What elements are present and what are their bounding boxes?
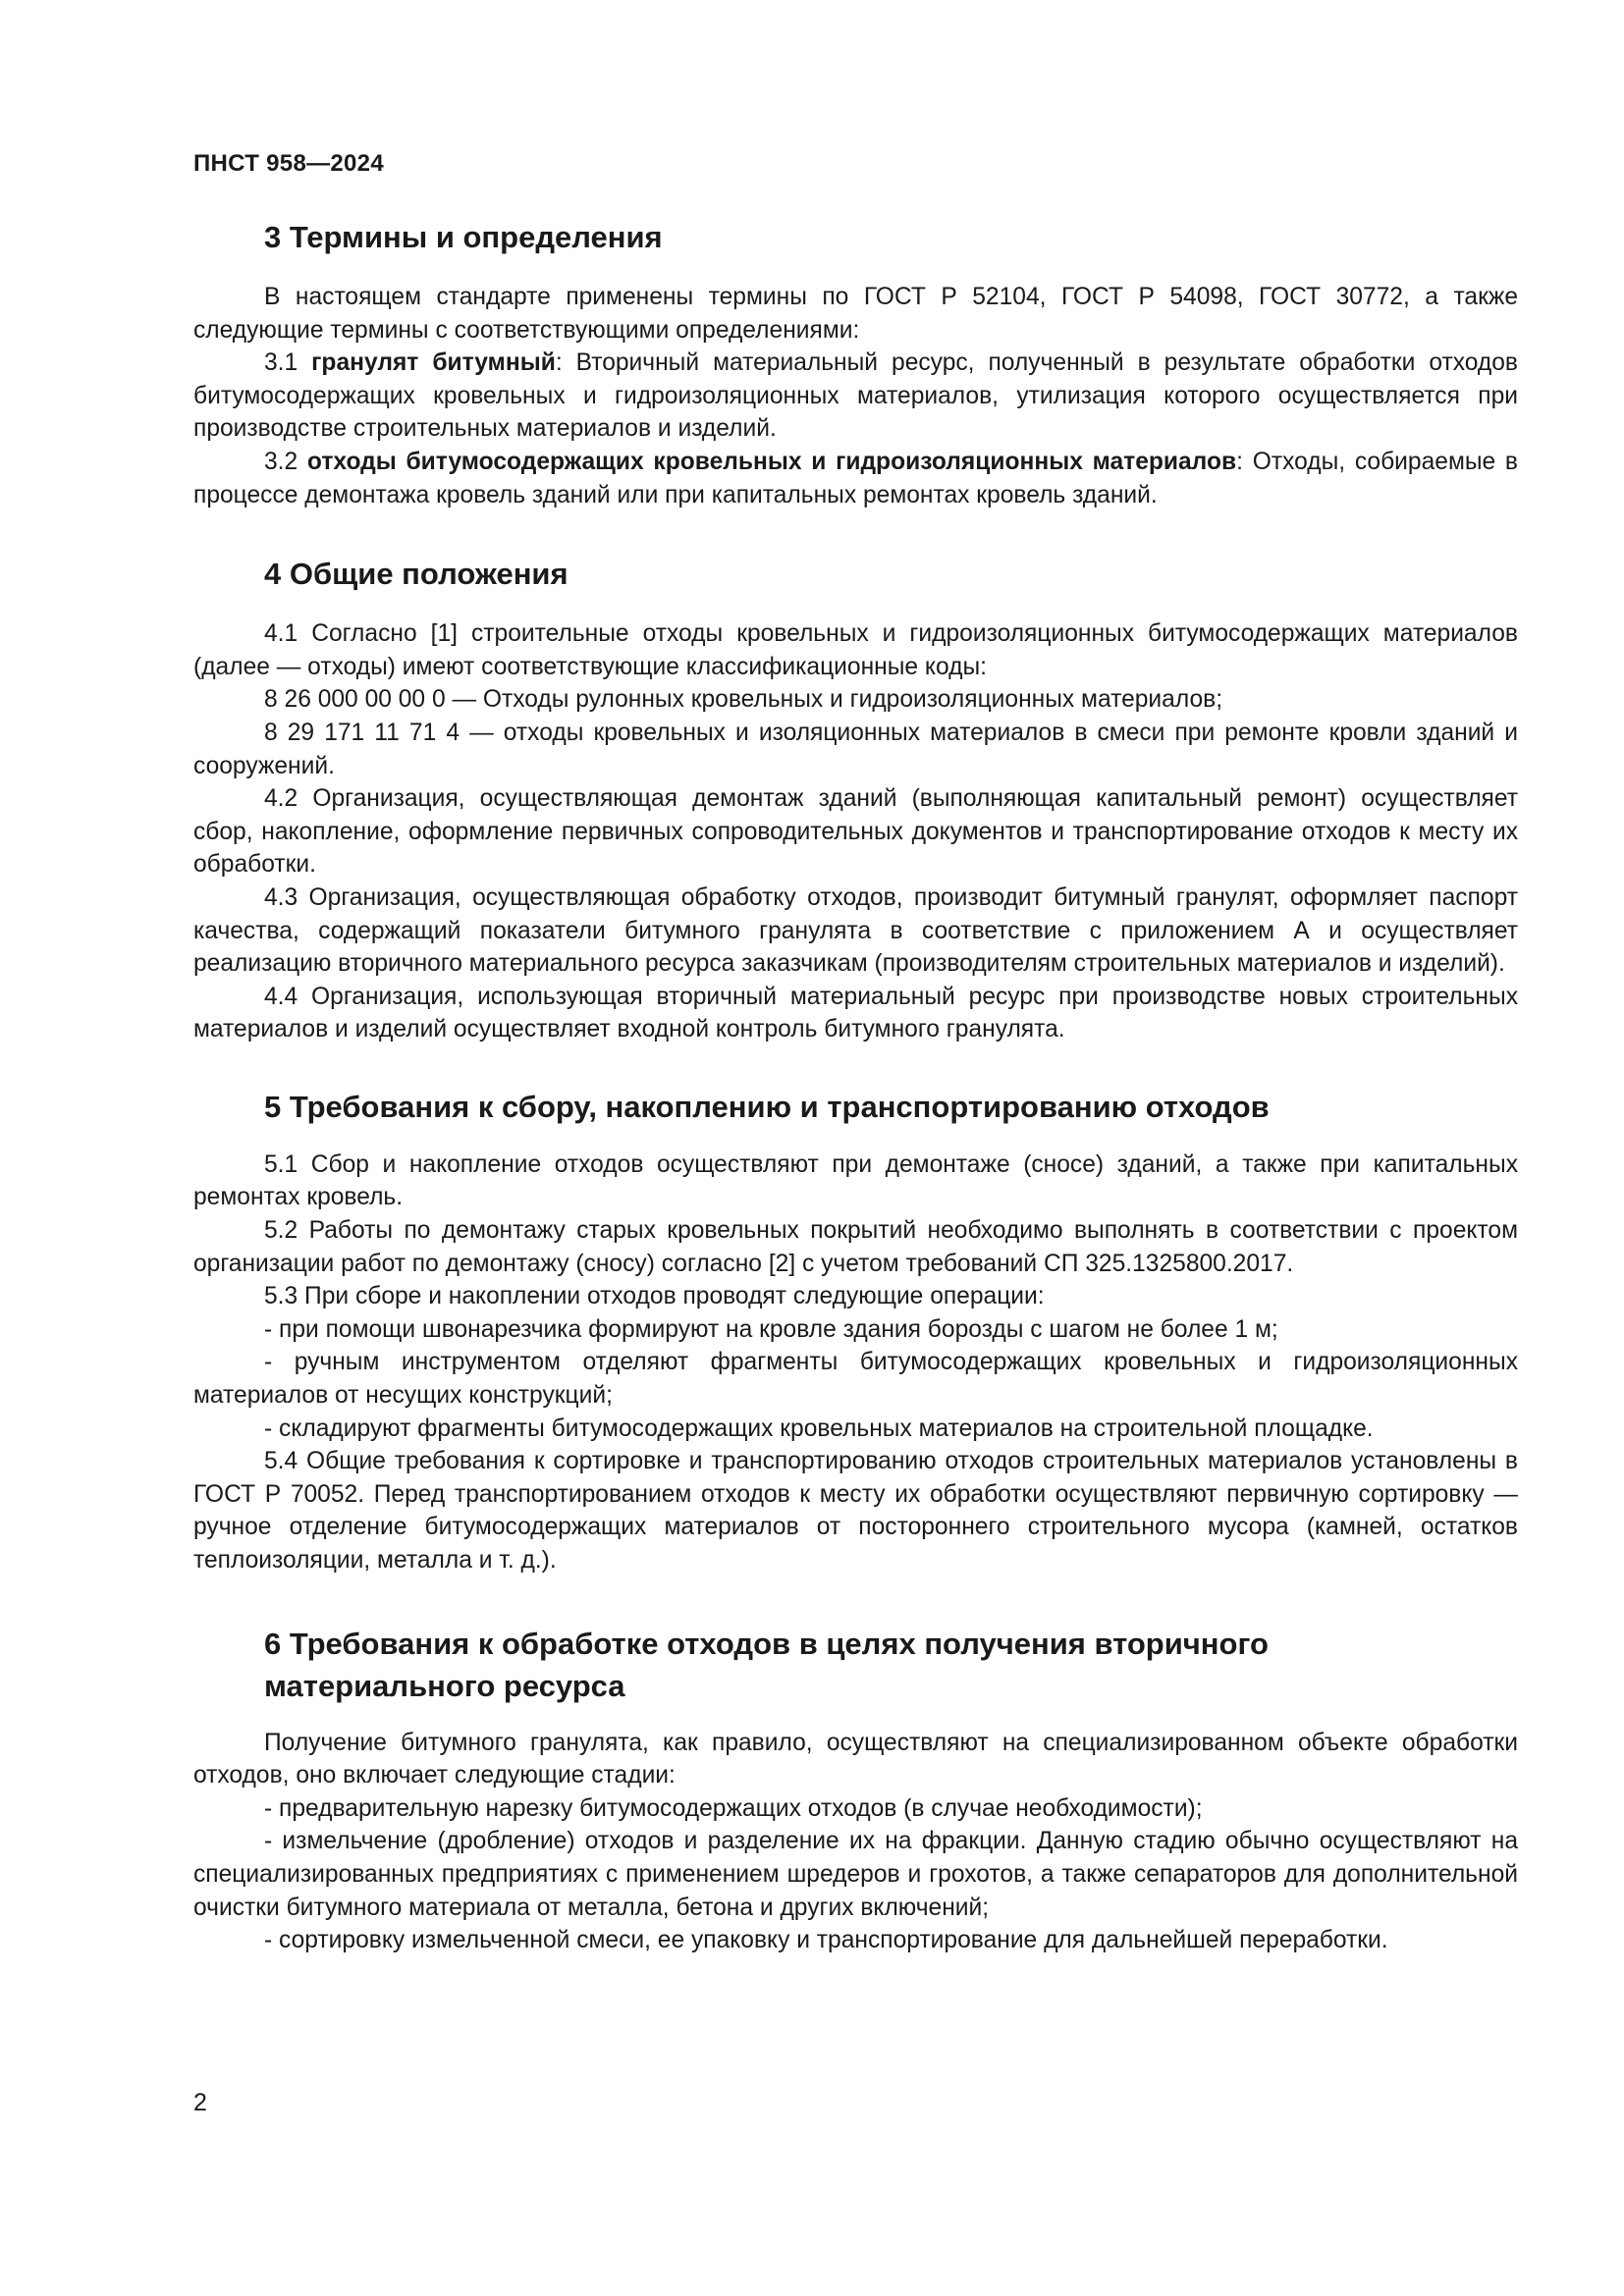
paragraph-4-2: 4.2 Организация, осуществляющая демонтаж зданий (выполняющая капитальный ремонт) осуществляет сбор, накопление, оформление первичных сопроводительных документов и транспортирование отходов к месту их обработки.	[193, 785, 1518, 879]
term-3-1	[193, 347, 1518, 446]
page-number: 2	[193, 2089, 207, 2116]
list-item-6-1: - предварительную нарезку битумосодержащих отходов (в случае необходимости);	[264, 1794, 1203, 1822]
paragraph-6-intro: Получение битумного гранулята, как правило, осуществляют на специализированном объекте обработки отходов, оно включает следующие стадии:	[193, 1729, 1518, 1789]
section-3-intro: В настоящем стандарте применены термины по ГОСТ Р 52104, ГОСТ Р 54098, ГОСТ 30772, а также следующие термины с соответствующими определениями:	[193, 284, 1518, 344]
classification-code-1: 8 26 000 00 00 0 — Отходы рулонных кровельных и гидроизоляционных материалов;	[264, 686, 1223, 714]
section-5-title: 5 Требования к сбору, накоплению и транспортированию отходов	[264, 1089, 1270, 1124]
list-item-6-2: - измельчение (дробление) отходов и разделение их на фракции. Данную стадию обычно осуществляют на специализированных предприятиях с применением шредеров и грохотов, а также сепараторов для дополнительной очистки битумного материала от металла, бетона и других включений;	[193, 1828, 1518, 1921]
paragraph-5-1: 5.1 Сбор и накопление отходов осуществляют при демонтаже (сносе) зданий, а также при капитальных ремонтах кровель.	[193, 1150, 1518, 1211]
paragraph-4-3: 4.3 Организация, осуществляющая обработку отходов, производит битумный гранулят, оформляет паспорт качества, содержащий показатели битумного гранулята в соответствие с приложением А и осуществляет реализацию вторичного материального ресурса заказчикам (производителям строительных материалов и изделий).	[193, 883, 1518, 978]
term-3-1-number: 3.1	[264, 349, 312, 377]
paragraph-5-2: 5.2 Работы по демонтажу старых кровельных покрытий необходимо выполнять в соответствии с проектом организации работ по демонтажу (сносу) согласно [2] с учетом требований СП 325.1325800.2017.	[193, 1217, 1518, 1277]
paragraph-4-4: 4.4 Организация, использующая вторичный материальный ресурс при производстве новых строительных материалов и изделий осуществляет входной контроль битумного гранулята.	[193, 983, 1518, 1043]
section-6-title-line-1: 6 Требования к обработке отходов в целях получения вторичного	[264, 1626, 1269, 1661]
paragraph-4-1: 4.1 Согласно [1] строительные отходы кровельных и гидроизоляционных битумосодержащих материалов (далее — отходы) имеют соответствующие классификационные коды:	[193, 620, 1518, 680]
paragraph-5-4: 5.4 Общие требования к сортировке и транспортированию отходов строительных материалов установлены в ГОСТ Р 70052. Перед транспортированием отходов к месту их обработки осуществляют первичную сортировку — ручное отделение битумосодержащих материалов от постороннего строительного мусора (камней, остатков теплоизоляции, металла и т. д.).	[193, 1448, 1518, 1574]
section-6-title-line-2: материального ресурса	[264, 1668, 625, 1703]
term-3-2-name: отходы битумосодержащих кровельных и гидроизоляционных материалов	[306, 448, 1237, 475]
page-body	[193, 218, 1518, 1957]
list-item-5-3-2: - ручным инструментом отделяют фрагменты битумосодержащих кровельных и гидроизоляционных материалов от несущих конструкций;	[193, 1349, 1518, 1410]
list-item-5-3-1: - при помощи швонарезчика формируют на кровле здания борозды с шагом не более 1 м;	[264, 1315, 1278, 1343]
list-item-5-3-3: - складируют фрагменты битумосодержащих кровельных материалов на строительной площадке.	[264, 1415, 1374, 1442]
paragraph-5-3: 5.3 При сборе и накоплении отходов проводят следующие операции:	[264, 1283, 1045, 1310]
section-6-title	[193, 1623, 1518, 1707]
term-3-1-name: гранулят битумный	[311, 349, 556, 377]
term-3-1-definition: : Вторичный материальный ресурс, полученный в результате обработки отходов битумосодержащих кровельных и гидроизоляционных материалов, утилизация которого осуществляется при производстве строительных материалов и изделий.	[193, 349, 1518, 443]
classification-code-2: 8 29 171 11 71 4 — отходы кровельных и изоляционных материалов в смеси при ремонте кровли зданий и сооружений.	[193, 719, 1518, 779]
term-3-2-definition: : Отходы, собираемые в процессе демонтажа кровель зданий или при капитальных ремонтах кровель зданий.	[193, 448, 1518, 508]
section-3-title: 3 Термины и определения	[264, 220, 663, 254]
term-3-2	[193, 446, 1518, 511]
list-item-6-3: - сортировку измельченной смеси, ее упаковку и транспортирование для дальнейшей переработки.	[264, 1927, 1388, 1954]
section-4-title: 4 Общие положения	[264, 557, 568, 592]
document-id: ПНСТ 958—2024	[193, 150, 384, 177]
term-3-2-number: 3.2	[264, 448, 307, 475]
